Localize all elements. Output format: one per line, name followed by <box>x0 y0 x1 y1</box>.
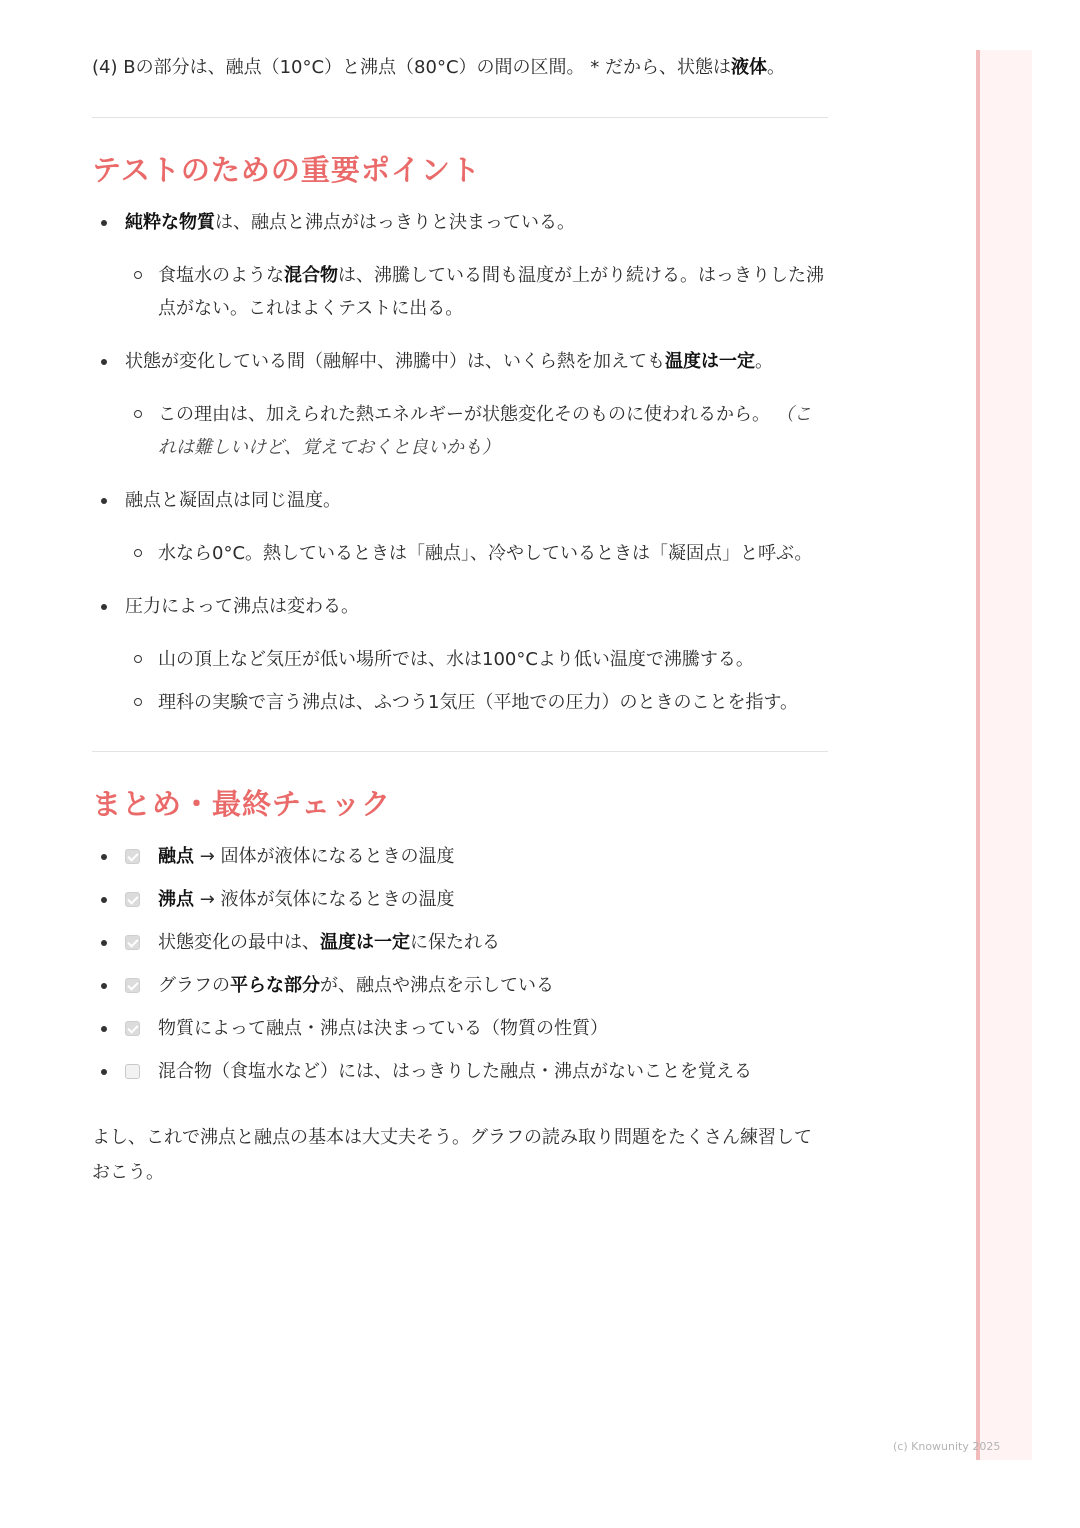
section-heading-summary: まとめ・最終チェック <box>92 787 392 821</box>
checklist-item <box>92 1012 828 1045</box>
key-points-list <box>92 206 828 719</box>
text: 圧力によって沸点は変わる。 <box>125 596 359 617</box>
document-body <box>92 50 828 1190</box>
section-heading-key-points: テストのための重要ポイント <box>92 153 481 187</box>
checklist-item <box>92 883 828 916</box>
checklist-item <box>92 926 828 959</box>
closing-paragraph: よし、これで沸点と融点の基本は大丈夫そう。グラフの読み取り問題をたくさん練習しておこう。 <box>92 1127 812 1183</box>
checkbox-checked[interactable] <box>125 849 140 864</box>
text: 状態変化の最中は、 <box>158 932 320 953</box>
bold-text: 平らな部分 <box>230 975 320 996</box>
text: 混合物（食塩水など）には、はっきりした融点・沸点がないことを覚える <box>158 1061 752 1082</box>
list-item <box>92 484 828 570</box>
checklist-item <box>92 969 828 1002</box>
text: 。 <box>755 351 773 372</box>
bold-text: 融点 <box>158 846 194 867</box>
checklist-item <box>92 1055 828 1088</box>
intro-paragraph <box>92 50 828 85</box>
sub-list-item <box>125 398 828 464</box>
bold-text: 温度は一定 <box>320 932 410 953</box>
bold-text: 沸点 <box>158 889 194 910</box>
sub-list-item <box>125 643 828 676</box>
text: この理由は、加えられた熱エネルギーが状態変化そのものに使われるから。 <box>158 404 776 425</box>
bold-text: 温度は一定 <box>665 351 755 372</box>
list-item <box>92 345 828 464</box>
text: に保たれる <box>410 932 500 953</box>
bold-text: 純粋な物質 <box>125 212 215 233</box>
checklist-item <box>92 840 828 873</box>
sub-list-item <box>125 259 828 325</box>
italic-note: （これは難しいけど、覚えておくと良いかも） <box>158 404 812 458</box>
text: 理科の実験で言う沸点は、ふつう1気圧（平地での圧力）のときのことを指す。 <box>158 692 799 713</box>
list-item <box>92 206 828 325</box>
text: 山の頂上など気圧が低い場所では、水は100°Cより低い温度で沸騰する。 <box>158 649 754 670</box>
text: 融点と凝固点は同じ温度。 <box>125 490 341 511</box>
sub-list <box>125 259 828 325</box>
text: 物質によって融点・沸点は決まっている（物質の性質） <box>158 1018 608 1039</box>
sub-list <box>125 398 828 464</box>
list-item <box>92 590 828 719</box>
sub-list-item <box>125 537 828 570</box>
sidebar-accent <box>976 50 1032 1460</box>
checklist <box>92 840 828 1088</box>
bold-text: 混合物 <box>284 265 338 286</box>
text: 状態が変化している間（融解中、沸騰中）は、いくら熱を加えても <box>125 351 665 372</box>
text: 食塩水のような <box>158 265 284 286</box>
checkbox-checked[interactable] <box>125 935 140 950</box>
divider <box>92 117 828 118</box>
text: → 固体が液体になるときの温度 <box>194 846 455 867</box>
text: → 液体が気体になるときの温度 <box>194 889 455 910</box>
text: グラフの <box>158 975 230 996</box>
checkbox-checked[interactable] <box>125 892 140 907</box>
intro-text: (4) Bの部分は、融点（10°C）と沸点（80°C）の間の区間。 * だから、状態は <box>92 57 731 78</box>
sub-list <box>125 643 828 719</box>
intro-bold: 液体 <box>730 57 767 78</box>
text: が、融点や沸点を示している <box>320 975 554 996</box>
sub-list <box>125 537 828 570</box>
text: は、沸騰している間も温度が上がり続ける。はっきりした沸点がない。これはよくテストに出る。 <box>158 265 824 319</box>
copyright-notice: (c) Knowunity 2025 <box>893 1440 1001 1453</box>
intro-text-end: 。 <box>766 57 785 78</box>
divider <box>92 751 828 752</box>
checkbox-checked[interactable] <box>125 978 140 993</box>
text: は、融点と沸点がはっきりと決まっている。 <box>215 212 575 233</box>
sub-list-item <box>125 686 828 719</box>
checkbox-unchecked[interactable] <box>125 1064 140 1079</box>
checkbox-checked[interactable] <box>125 1021 140 1036</box>
text: 水なら0°C。熱しているときは「融点」、冷やしているときは「凝固点」と呼ぶ。 <box>158 543 813 564</box>
